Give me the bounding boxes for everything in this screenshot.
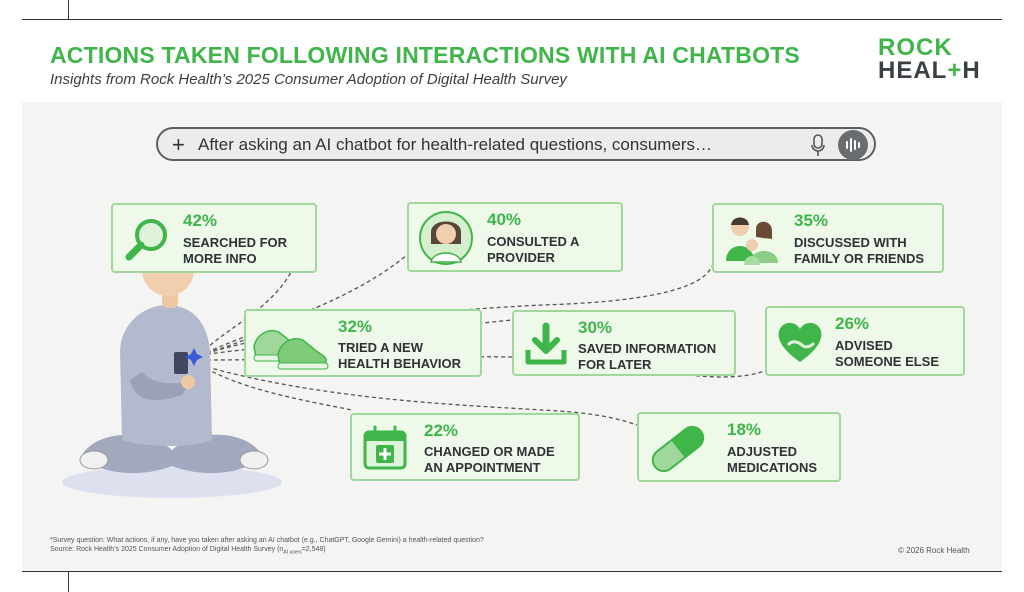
infographic xyxy=(22,19,1002,572)
stat-card-behavior xyxy=(244,309,482,377)
download-icon xyxy=(524,322,568,366)
pill-icon xyxy=(647,422,709,476)
stat-card-searched xyxy=(111,203,317,273)
stat-label: DISCUSSED WITH FAMILY OR FRIENDS xyxy=(794,235,925,266)
sneakers-icon xyxy=(250,317,332,373)
stat-label: SEARCHED FOR MORE INFO xyxy=(183,235,288,266)
stat-card-saved xyxy=(512,310,736,376)
calendar-icon xyxy=(362,425,408,471)
stat-percent: 35% xyxy=(794,211,829,230)
stat-label: TRIED A NEW HEALTH BEHAVIOR xyxy=(338,340,462,371)
stat-percent: 22% xyxy=(424,421,459,440)
stat-percent: 26% xyxy=(835,314,870,333)
stat-card-provider xyxy=(407,202,623,272)
plus-icon[interactable]: + xyxy=(172,132,185,157)
stat-card-family xyxy=(712,203,944,273)
crop-mark-bottom xyxy=(68,572,69,592)
stat-percent: 32% xyxy=(338,317,373,336)
stat-percent: 40% xyxy=(487,210,522,229)
illustration-layer xyxy=(22,20,1002,572)
stat-card-medications xyxy=(637,412,841,482)
stat-percent: 30% xyxy=(578,318,613,337)
heart-icon xyxy=(775,318,825,366)
crop-mark-top xyxy=(68,0,69,19)
microphone-icon[interactable] xyxy=(810,134,826,158)
chatbot-prompt-bar[interactable] xyxy=(156,127,876,161)
logo-line-2: HEAL+H xyxy=(878,57,981,84)
doctor-icon xyxy=(419,210,473,266)
stat-card-advised xyxy=(765,306,965,376)
stat-label: CONSULTED A PROVIDER xyxy=(487,234,580,265)
stat-card-appointment xyxy=(350,413,580,481)
stat-label: CHANGED OR MADE AN APPOINTMENT xyxy=(424,444,555,475)
magnifier-icon xyxy=(121,215,171,265)
footnote: *Survey question: What actions, if any, have you taken after asking an AI chatbot (e.g., ChatGPT, Google Gemini) a health-related question? Source: Rock Health’s 2025 Consumer Adoption of Digital Health Survey $(n_{AI users}=2,548)$ xyxy=(50,537,484,556)
page-title: ACTIONS TAKEN FOLLOWING INTERACTIONS WITH AI CHATBOTS xyxy=(50,42,800,68)
stat-label: ADJUSTED MEDICATIONS xyxy=(727,444,818,475)
stat-label: SAVED INFORMATION FOR LATER xyxy=(578,341,717,372)
voice-wave-icon[interactable] xyxy=(838,130,868,160)
stat-percent: 18% xyxy=(727,420,762,439)
family-icon xyxy=(720,211,784,267)
copyright: © 2026 Rock Health xyxy=(898,546,970,555)
prompt-text: After asking an AI chatbot for health-related questions, consumers… xyxy=(198,135,713,154)
stat-percent: 42% xyxy=(183,211,218,230)
stat-label: ADVISED SOMEONE ELSE xyxy=(835,338,940,369)
logo-line-1: ROCK xyxy=(878,34,953,61)
page-subtitle: Insights from Rock Health’s 2025 Consumer Adoption of Digital Health Survey xyxy=(50,71,567,88)
